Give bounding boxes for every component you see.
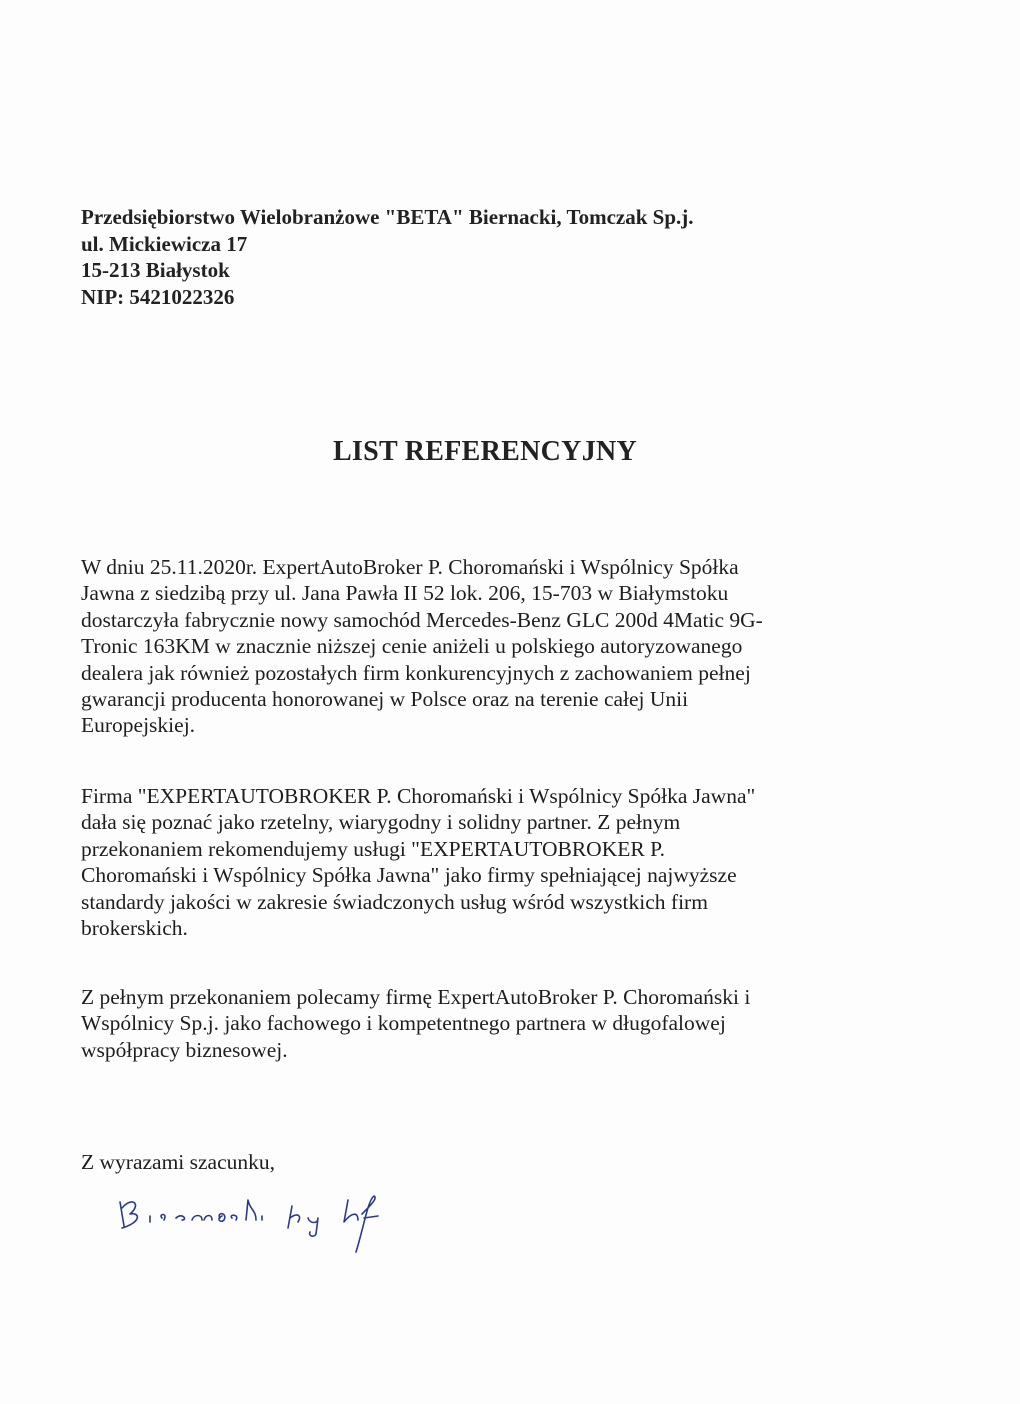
paragraph-line: Tronic 163KM w znacznie niższej cenie aniżeli u polskiego autoryzowanego bbox=[81, 634, 743, 659]
paragraph-line: W dniu 25.11.2020r. ExpertAutoBroker P. Choromański i Wspólnicy Spółka bbox=[81, 555, 739, 579]
paragraph-line: standardy jakości w zakresie świadczonych usług wśród wszystkich firm bbox=[81, 889, 708, 914]
paragraph-line: gwarancji producenta honorowanej w Polsce oraz na terenie całej Unii bbox=[81, 687, 689, 712]
paragraph-line: dostarczyła fabrycznie nowy samochód Mercedes-Benz GLC 200d 4Matic 9G- bbox=[81, 607, 763, 632]
closing-salutation: Z wyrazami szacunku, bbox=[81, 1150, 276, 1174]
paragraph-line: dealera jak również pozostałych firm konkurencyjnych z zachowaniem pełnej bbox=[81, 660, 751, 685]
paragraph-line: Firma "EXPERTAUTOBROKER P. Choromański i Wspólnicy Spółka Jawna" bbox=[81, 784, 756, 808]
paragraph-line: Europejskiej. bbox=[81, 713, 196, 738]
paragraph-line: Choromański i Wspólnicy Spółka Jawna" jako firmy spełniającej najwyższe bbox=[81, 863, 737, 888]
paragraph-line: Wspólnicy Sp.j. jako fachowego i kompetentnego partnera w długofalowej bbox=[81, 1011, 726, 1036]
sender-address-block bbox=[81, 204, 694, 310]
tax-id: NIP: 5421022326 bbox=[81, 284, 235, 309]
paragraph-line: brokerskich. bbox=[81, 916, 188, 941]
company-name: Przedsiębiorstwo Wielobranżowe "BETA" Biernacki, Tomczak Sp.j. bbox=[81, 205, 694, 229]
paragraph-line: dała się poznać jako rzetelny, wiarygodny i solidny partner. Z pełnym bbox=[81, 810, 681, 835]
paragraph-line: Jawna z siedzibą przy ul. Jana Pawła II 52 lok. 206, 15-703 w Białymstoku bbox=[81, 581, 729, 606]
paragraph-3 bbox=[81, 984, 941, 1063]
paragraph-line: Z pełnym przekonaniem polecamy firmę ExpertAutoBroker P. Choromański i bbox=[81, 985, 751, 1009]
street-address: ul. Mickiewicza 17 bbox=[81, 231, 248, 256]
city-postal: 15-213 Białystok bbox=[81, 258, 230, 282]
document-title: LIST REFERENCYJNY bbox=[332, 436, 638, 467]
paragraph-line: współpracy biznesowej. bbox=[81, 1037, 288, 1062]
paragraph-line: przekonaniem rekomendujemy usługi "EXPERTAUTOBROKER P. bbox=[81, 836, 666, 861]
paragraph-2 bbox=[81, 783, 941, 941]
handwritten-signature bbox=[112, 1186, 402, 1266]
paragraph-1 bbox=[81, 554, 941, 739]
